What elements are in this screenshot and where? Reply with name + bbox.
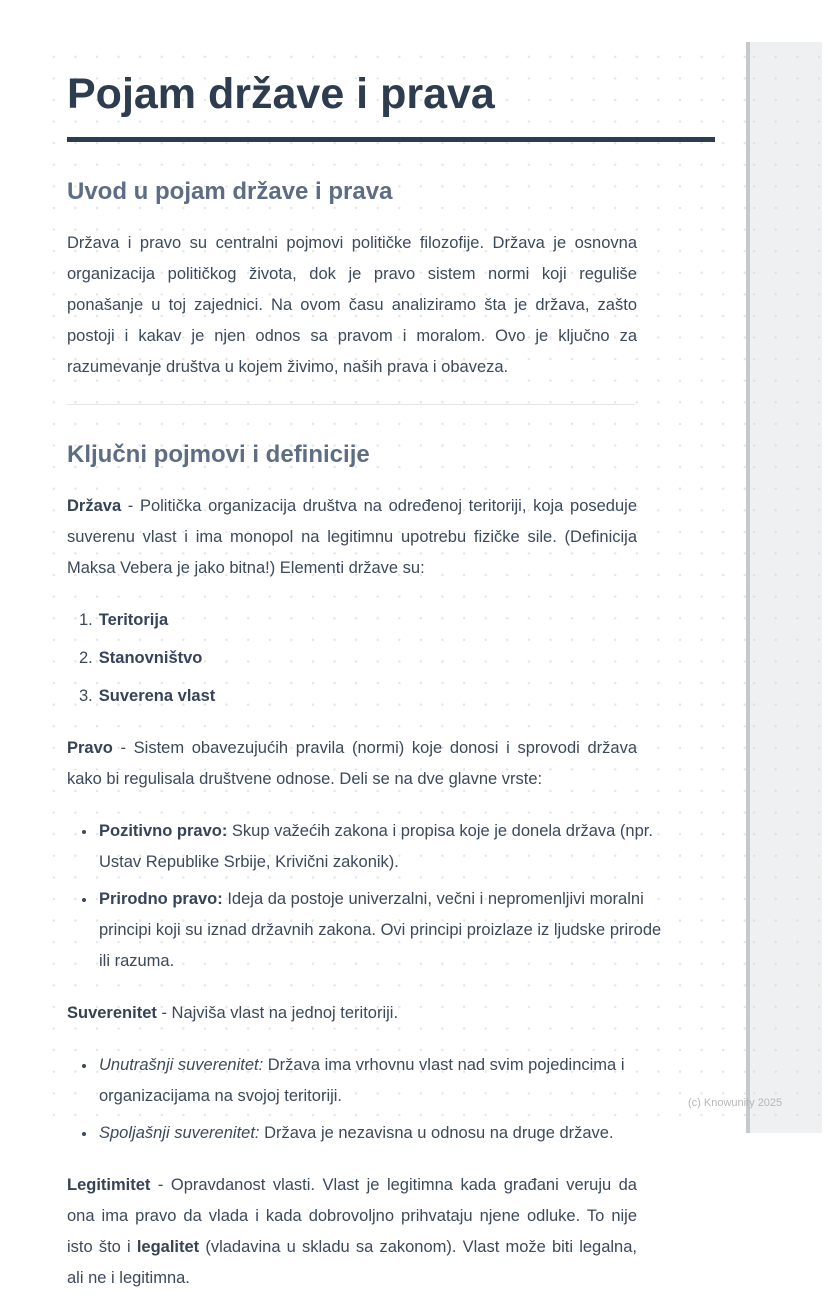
title-rule — [67, 137, 715, 142]
copyright-watermark: (c) Knowunity 2025 — [688, 1097, 783, 1109]
term-legitimitet: Legitimitet — [67, 1175, 151, 1194]
definition-legitimitet — [67, 1170, 637, 1294]
definition-suverenitet-text: - Najviša vlast na jednoj teritoriji. — [156, 1003, 399, 1022]
sovereignty-types-list — [67, 1050, 667, 1149]
bullet-text: Država je nezavisna u odnosu na druge države. — [259, 1123, 614, 1142]
state-elements-list — [67, 605, 649, 712]
definition-pravo — [67, 733, 637, 795]
definition-suverenitet — [67, 998, 637, 1029]
definition-pravo-text: - Sistem obavezujućih pravila (normi) koje donosi i sprovodi država kako bi regulisala društvene odnose. Deli se na dve glavne vrste: — [67, 738, 637, 788]
page-content — [67, 42, 715, 1315]
definition-legitimitet-text-2: (vladavina u skladu sa zakonom). Vlast može biti legalna, ali ne i legitimna. — [67, 1237, 637, 1287]
bullet-text: Ideja da postoje univerzalni, večni i nepromenljivi moralni principi koji su iznad državnih zakona. Ovi principi proizlaze iz ljudske prirode ili razuma. — [99, 889, 662, 970]
list-item-stanovnistvo — [79, 643, 649, 674]
next-page-edge — [746, 42, 822, 1133]
list-item-spoljasnji-suverenitet — [97, 1118, 667, 1149]
section-heading-uvod: Uvod u pojam države i prava — [67, 178, 393, 206]
list-item-prirodno-pravo — [97, 884, 667, 977]
list-label: Stanovništvo — [98, 648, 203, 667]
list-label: Teritorija — [98, 610, 169, 629]
term-pravo: Pravo — [67, 738, 113, 757]
bullet-lead: Prirodno pravo: — [99, 889, 223, 908]
section-divider — [67, 404, 635, 405]
list-item-teritorija — [79, 605, 649, 636]
term-drzava: Država — [67, 496, 122, 515]
page-title: Pojam države i prava — [67, 70, 495, 118]
bullet-lead: Pozitivno pravo: — [99, 821, 228, 840]
bullet-lead-italic: Unutrašnji suverenitet: — [99, 1055, 264, 1074]
bullet-lead-italic: Spoljašnji suverenitet: — [99, 1123, 260, 1142]
intro-paragraph: Država i pravo su centralni pojmovi političke filozofije. Država je osnovna organizacija političkog života, dok je pravo sistem normi koji reguliše ponašanje u toj zajednici. Na ovom času analiziramo šta je država, zašto postoji i kakav je njen odnos sa pravom i moralom. Ovo je ključno za razumevanje društva u kojem živimo, naših prava i obaveza. — [67, 233, 637, 376]
list-item-unutrasnji-suverenitet — [97, 1050, 667, 1112]
list-number: 3. — [79, 686, 93, 705]
law-types-list — [67, 816, 667, 977]
section-heading-pojmovi: Ključni pojmovi i definicije — [67, 440, 370, 468]
list-item-pozitivno-pravo — [97, 816, 667, 878]
document-page — [42, 42, 746, 1287]
term-legalitet: legalitet — [136, 1237, 200, 1256]
definition-drzava — [67, 491, 637, 584]
bullet-text: Skup važećih zakona i propisa koje je donela država (npr. Ustav Republike Srbije, Krivični zakonik). — [99, 821, 653, 871]
list-label: Suverena vlast — [98, 686, 216, 705]
bullet-text: Država ima vrhovnu vlast nad svim pojedincima i organizacijama na svojoj teritoriji. — [99, 1055, 625, 1105]
term-suverenitet: Suverenitet — [67, 1003, 157, 1022]
list-item-suverena-vlast — [79, 681, 649, 712]
list-number: 1. — [79, 610, 93, 629]
list-number: 2. — [79, 648, 93, 667]
definition-drzava-text: - Politička organizacija društva na određenoj teritoriji, koja poseduje suverenu vlast i ima monopol na legitimnu upotrebu fizičke sile. (Definicija Maksa Vebera je jako bitna!) Elementi države su: — [67, 496, 637, 577]
definition-legitimitet-text-1: - Opravdanost vlasti. Vlast je legitimna kada građani veruju da ona ima pravo da vlada i kada dobrovoljno prihvataju njene odluke. To nije isto što i — [67, 1175, 637, 1256]
